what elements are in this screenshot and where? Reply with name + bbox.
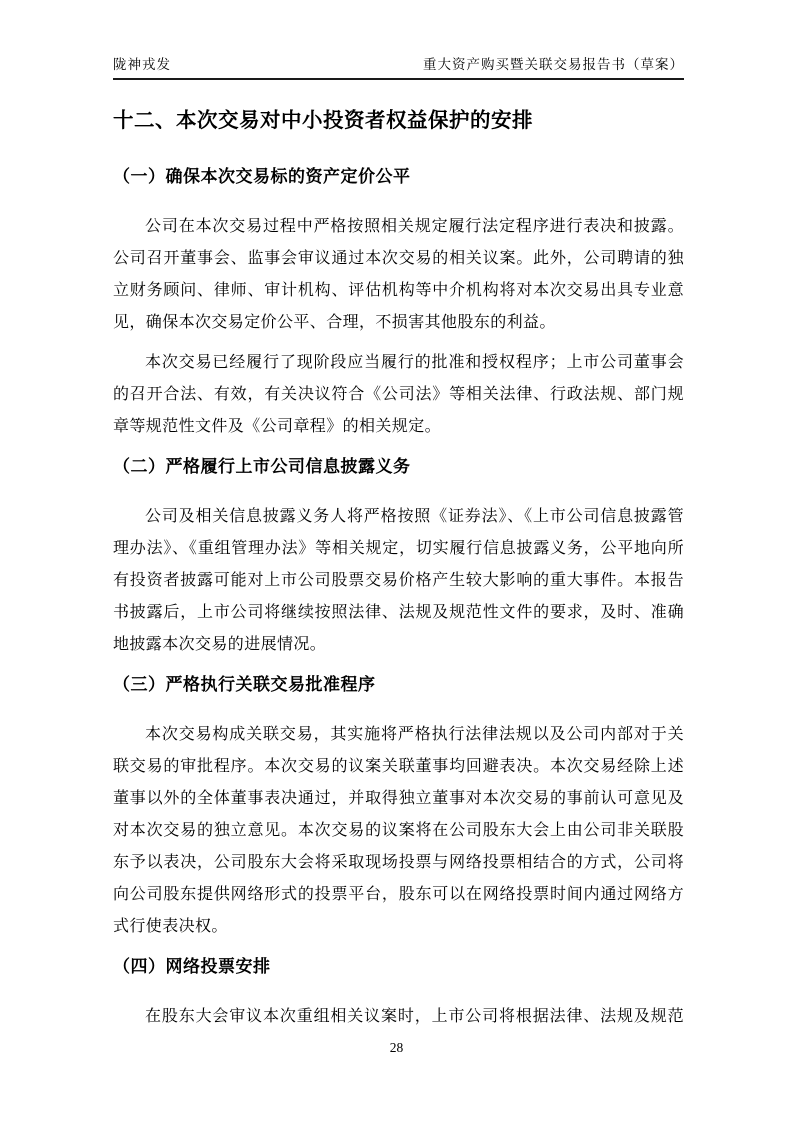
header-report-title: 重大资产购买暨关联交易报告书（草案） bbox=[423, 57, 684, 72]
section-2-heading: （二）严格履行上市公司信息披露义务 bbox=[113, 457, 411, 476]
section-1 bbox=[113, 165, 684, 443]
paragraph: 公司在本次交易过程中严格按照相关规定履行法定程序进行表决和披露。公司召开董事会、监事会审议通过本次交易的相关议案。此外，公司聘请的独立财务顾问、律师、审计机构、评估机构等中介机构将对本次交易出具专业意见，确保本次交易定价公平、合理，不损害其他股东的利益。 bbox=[113, 218, 684, 331]
section-3-heading: （三）严格执行关联交易批准程序 bbox=[113, 675, 376, 694]
section-2 bbox=[113, 455, 684, 661]
paragraph: 本次交易已经履行了现阶段应当履行的批准和授权程序；上市公司董事会的召开合法、有效，有关决议符合《公司法》等相关法律、行政法规、部门规章等规范性文件及《公司章程》的相关规定。 bbox=[113, 354, 684, 435]
chapter-title: 十二、本次交易对中小投资者权益保护的安排 bbox=[113, 109, 533, 132]
page-header bbox=[113, 53, 684, 80]
section-1-heading: （一）确保本次交易标的资产定价公平 bbox=[113, 167, 411, 186]
header-company-name: 陇神戎发 bbox=[113, 57, 171, 72]
paragraph: 本次交易构成关联交易，其实施将严格执行法律法规以及公司内部对于关联交易的审批程序。本次交易的议案关联董事均回避表决。本次交易经除上述董事以外的全体董事表决通过，并取得独立董事对本次交易的事前认可意见及对本次交易的独立意见。本次交易的议案将在公司股东大会上由公司非关联股东予以表决，公司股东大会将采取现场投票与网络投票相结合的方式，公司将向公司股东提供网络形式的投票平台，股东可以在网络投票时间内通过网络方式行使表决权。 bbox=[113, 726, 684, 935]
section-3 bbox=[113, 673, 684, 943]
section-4 bbox=[113, 955, 684, 1033]
paragraph: 在股东大会审议本次重组相关议案时，上市公司将根据法律、法规及规范 bbox=[145, 1008, 684, 1025]
page-number: 28 bbox=[389, 1040, 404, 1055]
paragraph: 公司及相关信息披露义务人将严格按照《证券法》、《上市公司信息披露管理办法》、《重组管理办法》等相关规定，切实履行信息披露义务，公平地向所有投资者披露可能对上市公司股票交易价格产生较大影响的重大事件。本报告书披露后，上市公司将继续按照法律、法规及规范性文件的要求，及时、准确地披露本次交易的进展情况。 bbox=[113, 508, 684, 653]
section-4-heading: （四）网络投票安排 bbox=[113, 957, 271, 976]
